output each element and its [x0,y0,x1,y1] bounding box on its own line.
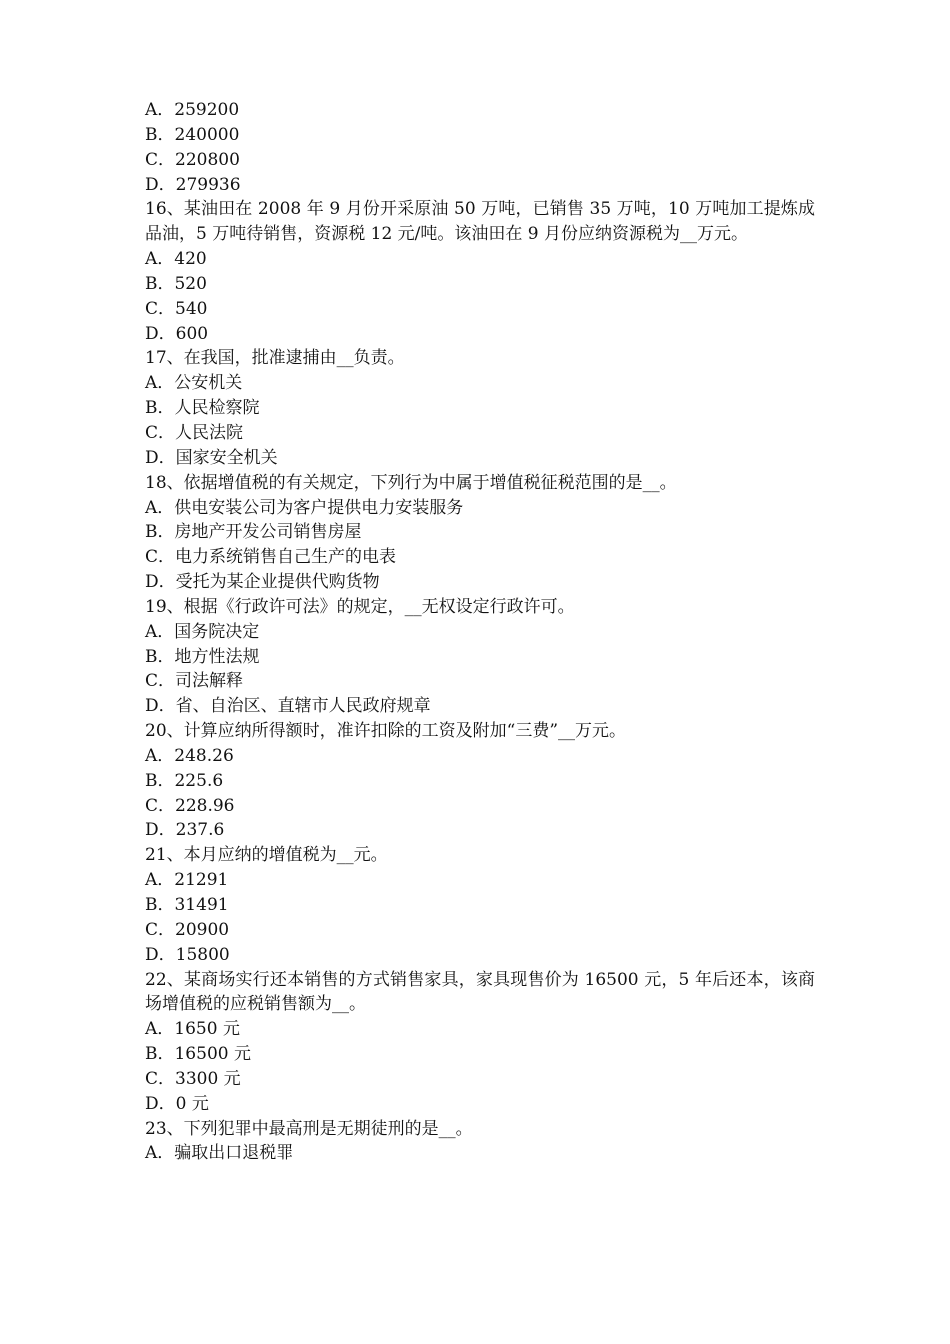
q20-stem: 20、计算应纳所得额时，准许扣除的工资及附加“三费”__万元。 [145,721,627,742]
document-page [145,98,815,1166]
q21-option-d: D．15800 [145,944,230,965]
q21-option-a: A．21291 [145,870,229,891]
q17-option-b: B．人民检察院 [145,398,260,419]
q22-option-c: C．3300 元 [145,1068,241,1089]
q15-option-a: A．259200 [145,100,240,120]
q15-option-c: C．220800 [145,149,240,170]
q15-options [145,98,815,197]
q19-option-c: C．司法解释 [145,671,244,692]
question-23 [145,1117,815,1167]
q16-option-a: A．420 [145,249,207,270]
question-20 [145,719,815,843]
q21-stem: 21、本月应纳的增值税为__元。 [145,845,388,866]
q22-option-d: D．0 元 [145,1093,209,1114]
q17-stem: 17、在我国，批准逮捕由__负责。 [145,348,405,369]
question-21 [145,843,815,967]
q21-option-b: B．31491 [145,895,229,915]
q17-option-d: D．国家安全机关 [145,447,278,468]
q15-option-b: B．240000 [145,124,240,145]
q19-option-b: B．地方性法规 [145,646,260,667]
q20-option-d: D．237.6 [145,820,225,841]
q18-option-c: C．电力系统销售自己生产的电表 [145,547,397,568]
q23-option-a: A．骗取出口退税罪 [145,1143,294,1164]
question-17 [145,346,815,470]
q18-stem: 18、依据增值税的有关规定，下列行为中属于增值税征税范围的是__。 [145,472,677,493]
q19-stem: 19、根据《行政许可法》的规定，__无权设定行政许可。 [145,596,575,617]
q20-option-a: A．248.26 [145,745,234,766]
q15-option-d: D．279936 [145,174,241,195]
q17-option-a: A．公安机关 [145,373,243,394]
q23-stem: 23、下列犯罪中最高刑是无期徒刑的是__。 [145,1118,473,1139]
q20-option-b: B．225.6 [145,770,224,791]
question-18 [145,471,815,595]
q18-option-a: A．供电安装公司为客户提供电力安装服务 [145,497,464,518]
question-22 [145,968,815,1117]
q18-option-b: B．房地产开发公司销售房屋 [145,522,362,543]
q22-option-b: B．16500 元 [145,1044,251,1065]
question-19 [145,595,815,719]
q19-option-d: D．省、自治区、直辖市人民政府规章 [145,696,431,717]
q22-option-a: A．1650 元 [145,1019,240,1040]
q16-stem: 16、某油田在 2008 年 9 月份开采原油 50 万吨，已销售 35 万吨，10 万吨加工提炼成品油，5 万吨待销售，资源税 12 元/吨。该油田在 9 月份应纳资源税为__万元。 [145,199,815,245]
q16-option-d: D．600 [145,323,209,344]
q18-option-d: D．受托为某企业提供代购货物 [145,572,380,593]
q17-option-c: C．人民法院 [145,422,244,443]
question-16 [145,197,815,346]
q19-option-a: A．国务院决定 [145,621,260,642]
q16-option-b: B．520 [145,273,207,294]
q16-option-c: C．540 [145,298,208,319]
q22-stem: 22、某商场实行还本销售的方式销售家具，家具现售价为 16500 元，5 年后还本，该商场增值税的应税销售额为__。 [145,969,815,1015]
q20-option-c: C．228.96 [145,795,235,816]
q21-option-c: C．20900 [145,919,230,940]
